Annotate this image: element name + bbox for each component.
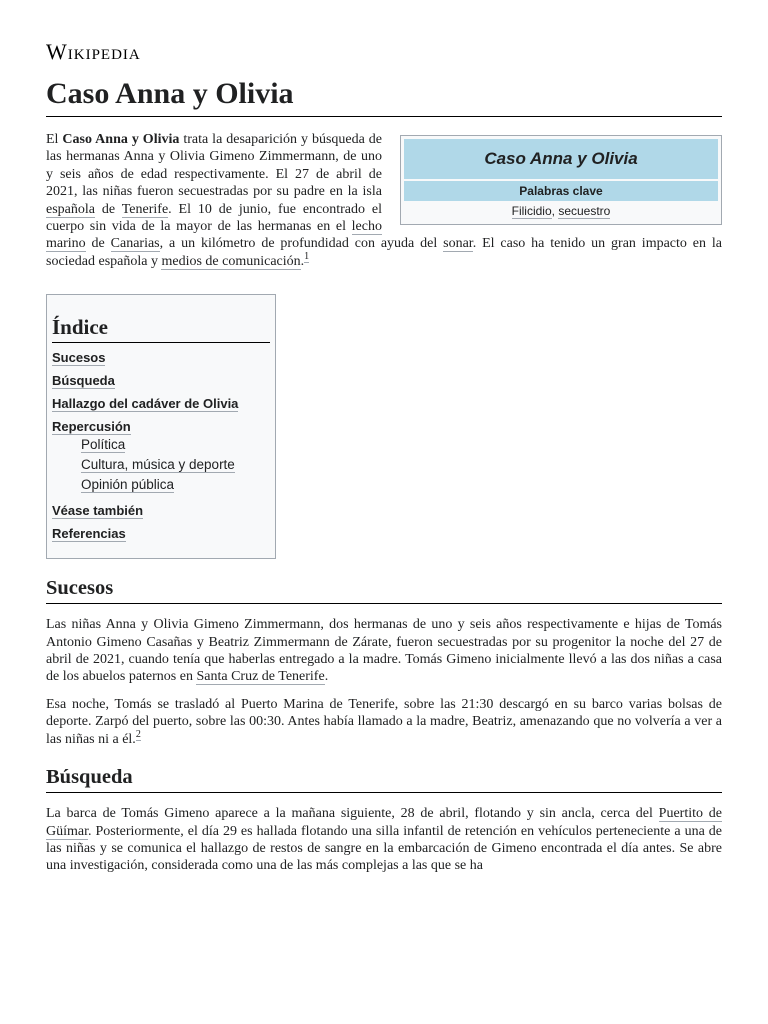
link-espanola[interactable]: española [46, 201, 95, 217]
infobox-title: Caso Anna y Olivia [404, 139, 718, 179]
sucesos-paragraph-1 [46, 616, 722, 686]
paragraph-text: . Posteriormente, el día 29 es hallada flotando una silla infantil de retención en vehículos perteneciente a una de las niñas y se comunica el hallazgo de restos de sangre en la embarcación de Gimeno encontrada el día antes. Se abre una investigación, considerada como una de las más complejas a las que se ha [46, 823, 722, 874]
infobox [400, 135, 722, 225]
link-medios-de-comunicacion[interactable]: medios de comunicación [161, 253, 301, 269]
toc-item-repercusion[interactable]: Repercusión [52, 419, 131, 435]
link-santa-cruz-de-tenerife[interactable]: Santa Cruz de Tenerife [196, 669, 325, 685]
intro-text: El [46, 132, 63, 147]
page-title: Caso Anna y Olivia [46, 76, 722, 117]
intro-text: de [85, 236, 111, 252]
wikipedia-logo[interactable]: Wikipedia [46, 39, 141, 64]
table-of-contents [46, 294, 276, 559]
intro-text: , a un kilómetro de profundidad con ayuda del [159, 236, 444, 252]
reference-2[interactable]: 2 [135, 729, 141, 741]
paragraph-text: Esa noche, Tomás se trasladó al Puerto Marina de Tenerife, sobre las 21:30 descargó en su barco varias bolsas de deporte. Zarpó del puerto, sobre las 00:30. Antes había llamado a la madre, Beatriz, amenazando que no volvería a ver a las niñas ni a él. [46, 696, 722, 747]
infobox-header: Palabras clave [404, 181, 718, 201]
paragraph-text: Las niñas Anna y Olivia Gimeno Zimmermann, dos hermanas de uno y seis años respectivamente e hijas de Tomás Antonio Gimeno Casañas y Beatriz Zimmermann de Zárate, fueron secuestradas por su progenitor la noche del 27 de abril de 2021, cuando tenía que haberlas entregado a la madre. Tomás Gimeno inicialmente llevó a las dos niñas a casa de los abuelos paternos en [46, 617, 722, 685]
section-heading-sucesos: Sucesos [46, 575, 722, 604]
infobox-keywords [404, 201, 718, 221]
link-puertito-de-guimar[interactable]: Puertito de Güímar [46, 806, 722, 839]
toc-subitem-opinion[interactable]: Opinión pública [81, 477, 175, 493]
intro-text: trata la desaparición y búsqueda de las hermanas Anna y Olivia Gimeno Zimmermann, de uno y seis años de edad respectivamente. El 27 de abril de 2021, las niñas fueron secuestradas por su padre en la isla [46, 132, 383, 200]
link-canarias[interactable]: Canarias [110, 236, 160, 252]
busqueda-paragraph-1 [46, 805, 722, 875]
link-secuestro[interactable]: secuestro [558, 204, 611, 218]
toc-item-sucesos[interactable]: Sucesos [52, 350, 106, 366]
section-heading-busqueda: Búsqueda [46, 764, 722, 793]
link-lecho-marino[interactable]: lecho marino [46, 219, 382, 252]
link-tenerife[interactable]: Tenerife [121, 201, 169, 217]
sucesos-paragraph-2 [46, 696, 722, 748]
link-filicidio[interactable]: Filicidio [511, 204, 552, 218]
intro-text: . El 10 de junio, fue encontrado el cuerpo sin vida de la mayor de las hermanas en el [46, 201, 383, 235]
reference-1[interactable]: 1 [304, 251, 310, 263]
toc-subitem-cultura[interactable]: Cultura, música y deporte [81, 457, 235, 473]
intro-text: de [94, 201, 122, 217]
toc-item-busqueda[interactable]: Búsqueda [52, 373, 115, 389]
toc-item-vease-tambien[interactable]: Véase también [52, 503, 144, 519]
article-page [46, 0, 722, 875]
paragraph-text: . [324, 669, 329, 685]
intro-bold-title: Caso Anna y Olivia [62, 132, 180, 147]
paragraph-text: La barca de Tomás Gimeno aparece a la mañana siguiente, 28 de abril, flotando y sin ancla, cerca del [46, 806, 659, 822]
toc-item-referencias[interactable]: Referencias [52, 526, 126, 542]
toc-title: Índice [52, 315, 270, 343]
intro-text: . El caso ha tenido un gran impacto en la sociedad española y [46, 236, 722, 269]
infobox-separator: , [551, 204, 559, 218]
link-sonar[interactable]: sonar [443, 236, 473, 252]
toc-subitem-politica[interactable]: Política [81, 437, 126, 453]
toc-item-hallazgo[interactable]: Hallazgo del cadáver de Olivia [52, 396, 239, 412]
intro-text: . [300, 253, 305, 269]
